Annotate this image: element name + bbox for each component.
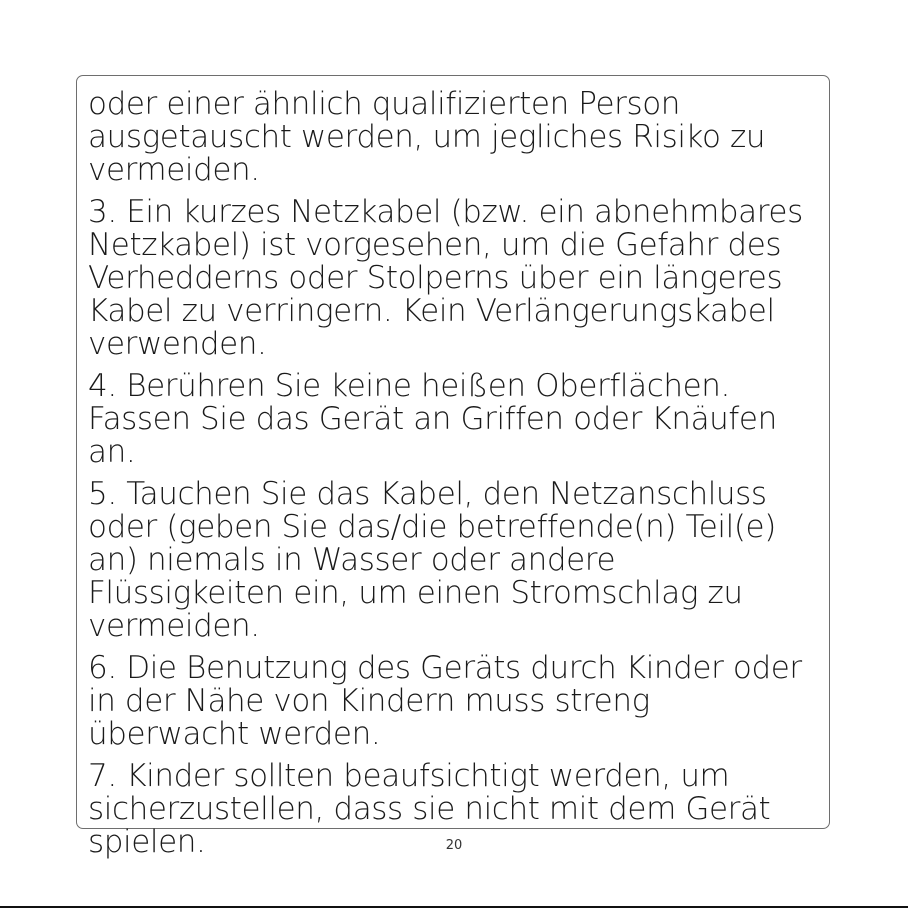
paragraph-continuation: oder einer ähnlich qualifizierten Person ausgetauscht werden, um jegliches Risiko zu vermeiden. <box>88 86 766 188</box>
paragraph-item-6: 6. Die Benutzung des Geräts durch Kinder oder in der Nähe von Kindern muss streng überwacht werden. <box>88 650 802 752</box>
paragraph-item-4: 4. Berühren Sie keine heißen Oberflächen. Fassen Sie das Gerät an Griffen oder Knäufen an. <box>88 368 777 470</box>
paragraph-item-3: 3. Ein kurzes Netzkabel (bzw. ein abnehmbares Netzkabel) ist vorgesehen, um die Gefahr des Verhedderns oder Stolperns über ein längeres Kabel zu verringern. Kein Verlängerungskabel verwenden. <box>88 194 803 362</box>
page-number: 20 <box>445 838 463 853</box>
paragraph-item-7: 7. Kinder sollten beaufsichtigt werden, um sicherzustellen, dass sie nicht mit dem Gerät spielen. <box>88 758 771 860</box>
instructions-text <box>88 88 818 868</box>
paragraph-item-5: 5. Tauchen Sie das Kabel, den Netzanschluss oder (geben Sie das/die betreffende(n) Teil(e) an) niemals in Wasser oder andere Flüssigkeiten ein, um einen Stromschlag zu vermeiden. <box>88 476 776 644</box>
